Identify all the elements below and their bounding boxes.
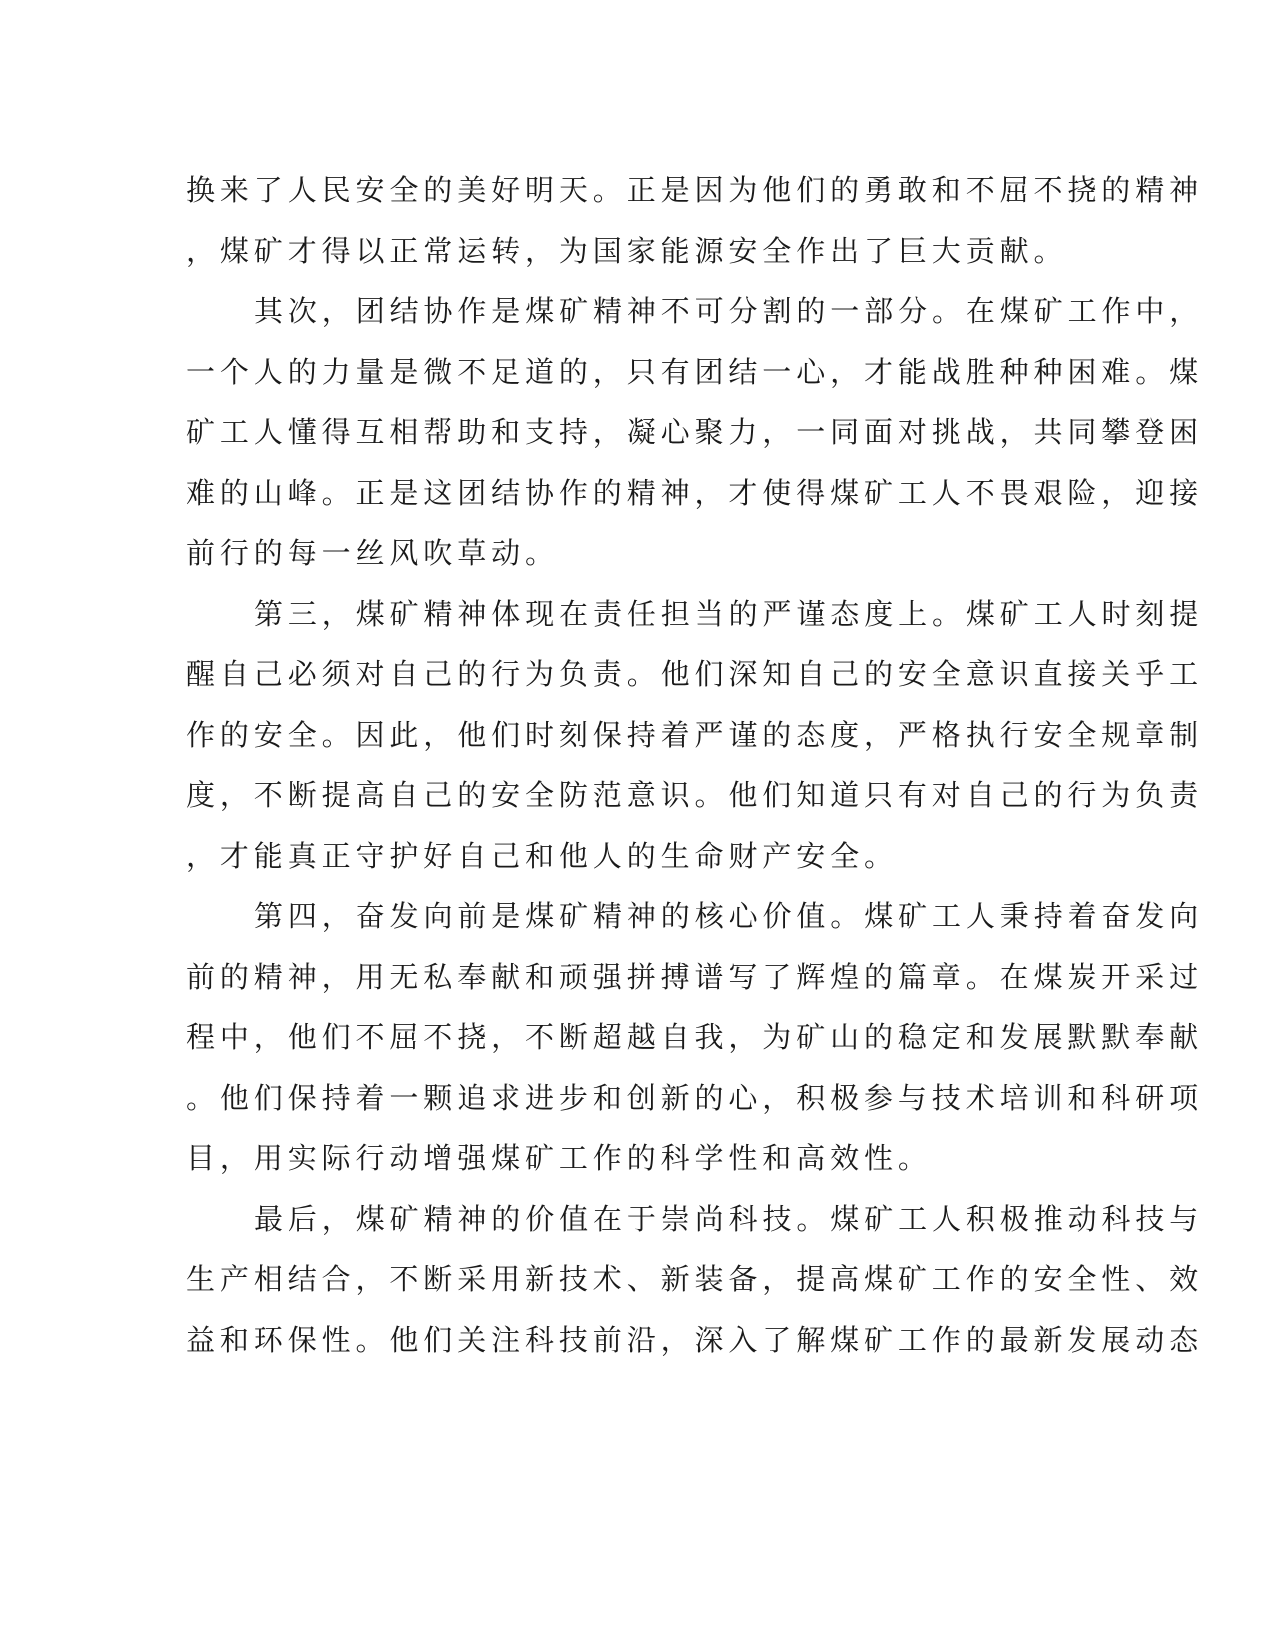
paragraph-line: 难的山峰。正是这团结协作的精神，才使得煤矿工人不畏艰险，迎接 bbox=[186, 475, 1204, 510]
paragraph-line: 。他们保持着一颗追求进步和创新的心，积极参与技术培训和科研项 bbox=[186, 1080, 1204, 1115]
paragraph-line: ，才能真正守护好自己和他人的生命财产安全。 bbox=[186, 838, 898, 873]
paragraph-line: 益和环保性。他们关注科技前沿，深入了解煤矿工作的最新发展动态 bbox=[186, 1322, 1204, 1357]
paragraph-line: 矿工人懂得互相帮助和支持，凝心聚力，一同面对挑战，共同攀登困 bbox=[186, 415, 1204, 449]
paragraph-first-line: 其次，团结协作是煤矿精神不可分割的一部分。在煤矿工作中， bbox=[254, 294, 1204, 328]
paragraph-first-line: 第四，奋发向前是煤矿精神的核心价值。煤矿工人秉持着奋发向 bbox=[254, 899, 1204, 933]
document-body bbox=[186, 160, 1204, 1370]
paragraph-line: 作的安全。因此，他们时刻保持着严谨的态度，严格执行安全规章制 bbox=[186, 717, 1204, 752]
paragraph-line: ，煤矿才得以正常运转，为国家能源安全作出了巨大贡献。 bbox=[186, 233, 1068, 268]
paragraph-1 bbox=[186, 160, 1204, 281]
paragraph-2 bbox=[186, 281, 1204, 584]
paragraph-first-line: 第三，煤矿精神体现在责任担当的严谨态度上。煤矿工人时刻提 bbox=[254, 596, 1204, 631]
paragraph-3 bbox=[186, 584, 1204, 887]
paragraph-line: 一个人的力量是微不足道的，只有团结一心，才能战胜种种困难。煤 bbox=[186, 354, 1204, 389]
paragraph-first-line: 最后，煤矿精神的价值在于崇尚科技。煤矿工人积极推动科技与 bbox=[254, 1201, 1204, 1236]
paragraph-line: 目，用实际行动增强煤矿工作的科学性和高效性。 bbox=[186, 1141, 932, 1175]
paragraph-line: 生产相结合，不断采用新技术、新装备，提高煤矿工作的安全性、效 bbox=[186, 1262, 1204, 1296]
paragraph-line: 换来了人民安全的美好明天。正是因为他们的勇敢和不屈不挠的精神 bbox=[186, 173, 1204, 207]
paragraph-line: 前行的每一丝风吹草动。 bbox=[186, 536, 559, 570]
paragraph-5 bbox=[186, 1189, 1204, 1371]
paragraph-line: 度，不断提高自己的安全防范意识。他们知道只有对自己的行为负责 bbox=[186, 778, 1204, 812]
paragraph-line: 前的精神，用无私奉献和顽强拼搏谱写了辉煌的篇章。在煤炭开采过 bbox=[186, 959, 1204, 994]
paragraph-line: 程中，他们不屈不挠，不断超越自我，为矿山的稳定和发展默默奉献 bbox=[186, 1020, 1204, 1054]
paragraph-4 bbox=[186, 886, 1204, 1189]
paragraph-line: 醒自己必须对自己的行为负责。他们深知自己的安全意识直接关乎工 bbox=[186, 657, 1204, 691]
